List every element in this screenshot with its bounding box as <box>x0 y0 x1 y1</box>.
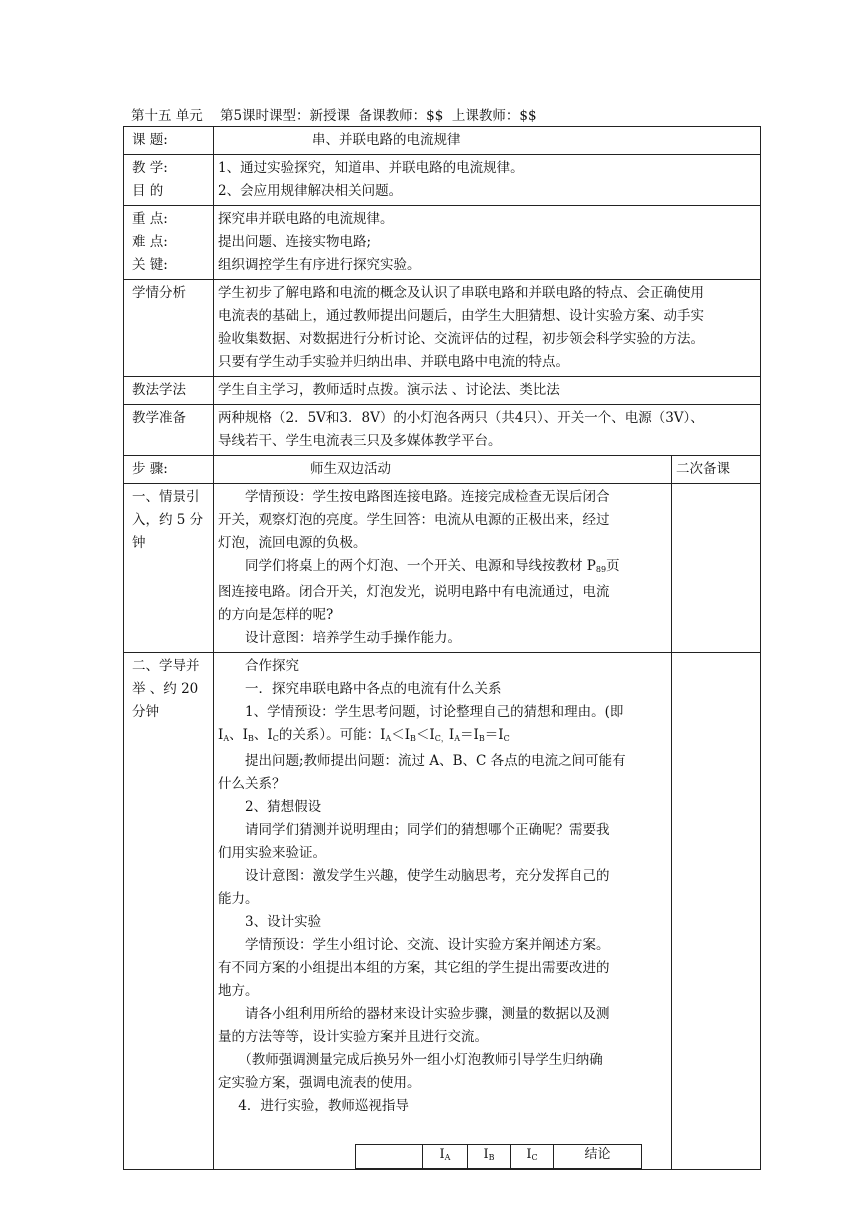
methods-value: 学生自主学习，教师适时点拨。演示法 、讨论法、类比法 <box>214 377 761 405</box>
topic-value: 串、并联电路的电流规律 <box>214 127 761 155</box>
analysis-label: 学情分析 <box>124 280 214 377</box>
activity-column-header: 师生双边活动 <box>214 456 672 484</box>
measurement-ia-header: $I_A$ <box>423 1145 468 1169</box>
columns-header-row <box>124 456 761 484</box>
prep-value: 两种规格（2．5V和3．8V）的小灯泡各两只（共4只）、开关一个、电源（3V）、 导线若干、学生电流表三只及多媒体教学平台。 <box>214 405 761 456</box>
measurement-conclusion-header: 结论 <box>554 1145 642 1169</box>
step2-label: 二、学导并 举 、约 20 分钟 <box>124 653 214 1170</box>
lesson-header: 第十五 单元 第5课时课型：新授课 备课教师：$$ 上课教师：$$ <box>131 108 537 124</box>
measurement-ib-header: $I_B$ <box>468 1145 511 1169</box>
step1-row <box>124 484 761 653</box>
measurement-table <box>355 1144 642 1169</box>
step1-second-prep <box>672 484 761 653</box>
objectives-label: 教 学: 目 的 <box>124 155 214 206</box>
step2-activity: 合作探究 一．探究串联电路中各点的电流有什么关系 1、学情预设：学生思考问题，讨论整理自己的猜想和理由。(即 $I_A$、$I_B$、$I_C$的关系）。可能：$I_A<I_B<I_{C,}I_A=I_B=I_C$ 提出问题;教师提出问题：流过 A、B、C 各点的电流之间可能有 什么关系？ 2、猜想假设 请同学们猜测并说明理由；同学们的猜想哪个正确呢？需要我 们用实验来验证。 设计意图：激发学生兴趣，使学生动脑思考，充分发挥自己的 能力。 3、设计实验 学情预设：学生小组讨论、交流、设计实验方案并阐述方案。 有不同方案的小组提出本组的方案，其它组的学生提出需要改进的 地方。 请各小组利用所给的器材来设计实验步骤，测量的数据以及测 量的方法等等，设计实验方案并且进行交流。 （教师强调测量完成后换另外一组小灯泡教师引导学生归纳确 定实验方案，强调电流表的使用。 4．进行实验，教师巡视指导 $I_A$ $I_B$ $I_C$ 结论 <box>214 653 672 1170</box>
second-prep-column-header: 二次备课 <box>672 456 761 484</box>
keypoints-label: 重 点: 难 点: 关 键: <box>124 206 214 280</box>
prep-row <box>124 405 761 456</box>
methods-row <box>124 377 761 405</box>
step2-second-prep <box>672 653 761 1170</box>
objectives-value: 1、通过实验探究，知道串、并联电路的电流规律。 2、会应用规律解决相关问题。 <box>214 155 761 206</box>
step1-activity: 学情预设：学生按电路图连接电路。连接完成检查无误后闭合 开关，观察灯泡的亮度。学生回答：电流从电源的正极出来，经过 灯泡，流回电源的负极。 同学们将桌上的两个灯泡、一个开关、电源和导线按教材 $P_{89}$页 图连接电路。闭合开关，灯泡发光，说明电路中有电流通过，电流 的方向是怎样的呢? 设计意图：培养学生动手操作能力。 <box>214 484 672 653</box>
analysis-row <box>124 280 761 377</box>
lesson-plan-table <box>123 126 761 1170</box>
current-relation-line: $I_A$、$I_B$、$I_C$的关系）。可能：$I_A<I_B<I_{C,}I_A=I_B=I_C$ <box>218 727 510 743</box>
prep-label: 教学准备 <box>124 405 214 456</box>
measurement-header-row <box>356 1145 642 1169</box>
objectives-row <box>124 155 761 206</box>
analysis-value: 学生初步了解电路和电流的概念及认识了串联电路和并联电路的特点、会正确使用 电流表的基础上，通过教师提出问题后，由学生大胆猜想、设计实验方案、动手实 验收集数据、对数据进行分析讨论、交流评估的过程，初步领会科学实验的方法。 只要有学生动手实验并归纳出串、并联电路中电流的特点。 <box>214 280 761 377</box>
topic-label: 课 题: <box>124 127 214 155</box>
keypoints-row <box>124 206 761 280</box>
step1-label: 一、情景引 入，约 5 分 钟 <box>124 484 214 653</box>
step2-row <box>124 653 761 1170</box>
topic-row <box>124 127 761 155</box>
methods-label: 教法学法 <box>124 377 214 405</box>
measurement-blank-cell <box>356 1145 423 1169</box>
measurement-ic-header: $I_C$ <box>511 1145 554 1169</box>
step-column-header: 步 骤: <box>124 456 214 484</box>
keypoints-value: 探究串并联电路的电流规律。 提出问题、连接实物电路; 组织调控学生有序进行探究实验。 <box>214 206 761 280</box>
